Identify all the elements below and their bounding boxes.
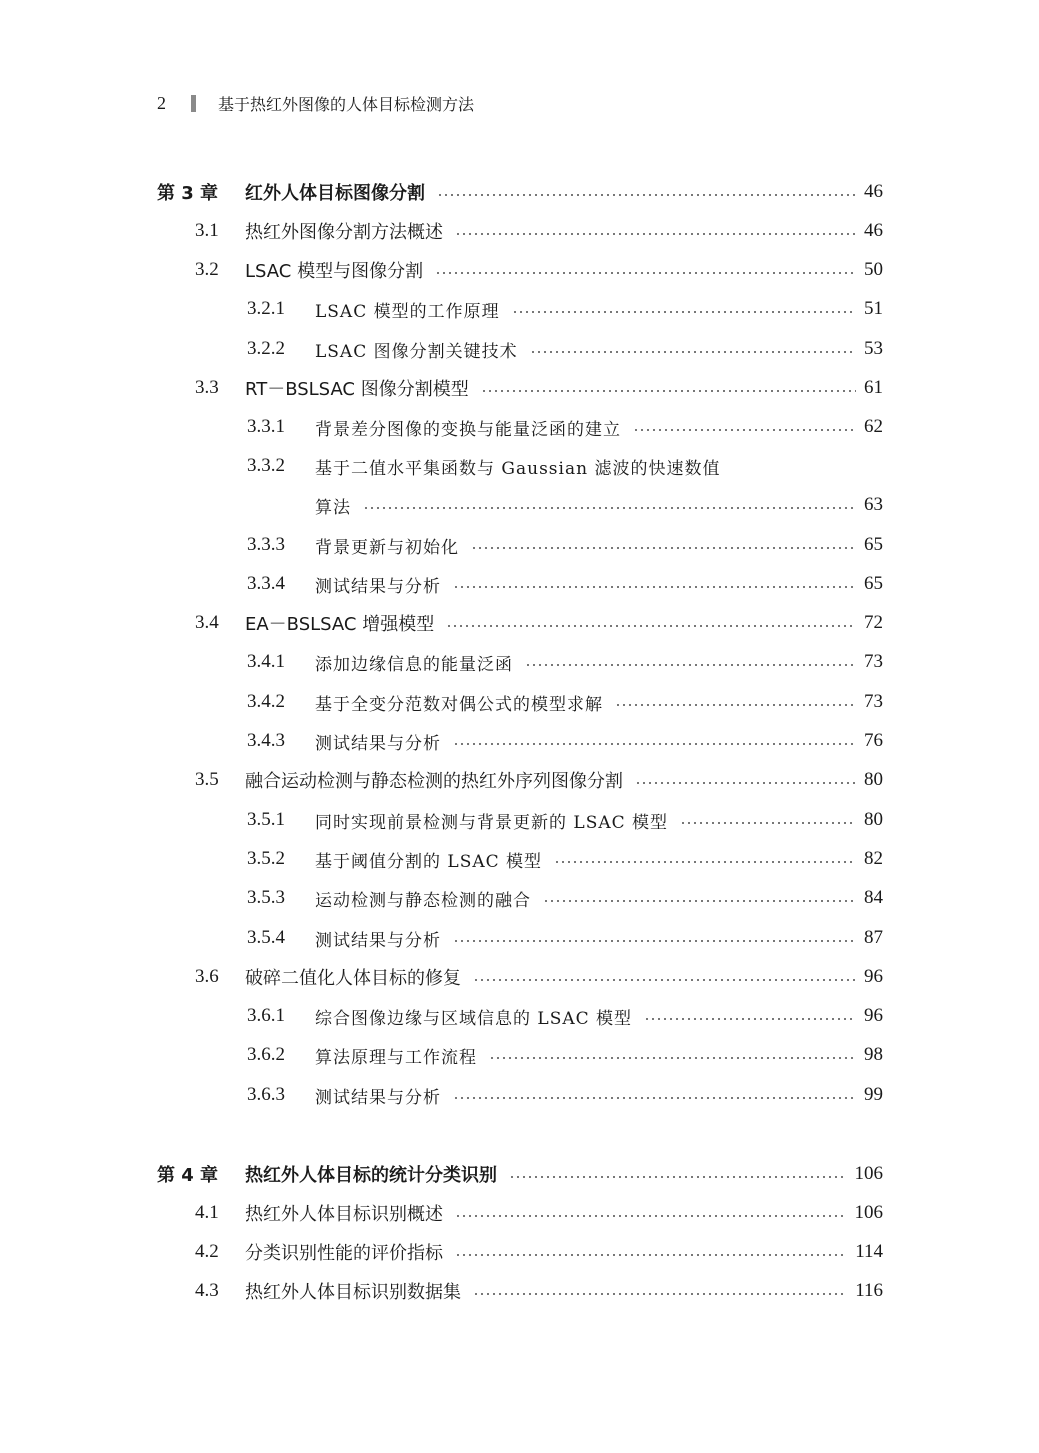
toc-entry-page-number: 80 [864,809,883,830]
toc-entry-page-number: 65 [864,534,883,555]
toc-subsection-entry[interactable] [157,724,883,758]
toc-entry-title: 融合运动检测与静态检测的热红外序列图像分割 [245,771,623,792]
toc-entry-title: 分类识别性能的评价指标 [245,1243,443,1264]
toc-entry-page-number: 98 [864,1044,883,1065]
toc-entry-title: 热红外人体目标的统计分类识别 [245,1165,497,1186]
toc-subsection-entry[interactable] [157,921,883,955]
toc-subsection-entry[interactable] [157,1038,883,1072]
dot-leader [530,351,856,353]
toc-entry-page-number: 65 [864,573,883,594]
toc-entry-number: 3.1 [195,220,219,241]
toc-entry-page-number: 96 [864,1005,883,1026]
toc-entry-page-number: 73 [864,651,883,672]
dot-leader [435,272,856,274]
toc-entry-page-number: 46 [864,220,883,241]
dot-leader [437,194,856,196]
dot-leader [512,311,856,313]
toc-entry-number: 3.2.1 [247,298,285,319]
toc-entry-title: 综合图像边缘与区域信息的 LSAC 模型 [315,1008,633,1029]
toc-entry-title: 基于阈值分割的 LSAC 模型 [315,851,543,872]
toc-entry-page-number: 76 [864,730,883,751]
toc-entry-title: 基于二值水平集函数与 Gaussian 滤波的快速数值 [315,458,721,479]
toc-entry-page-number: 73 [864,691,883,712]
dot-leader [453,940,856,942]
toc-subsection-entry[interactable] [157,1078,883,1112]
toc-entry-number: 3.5 [195,769,219,790]
toc-entry-number: 3.5.3 [247,887,285,908]
toc-entry-title: 背景差分图像的变换与能量泛函的建立 [315,419,621,440]
toc-entry-number: 4.2 [195,1241,219,1262]
toc-entry-number: 3.6.1 [247,1005,285,1026]
toc-entry-title: RT－BSLSAC 图像分割模型 [245,379,469,400]
page-number: 2 [157,92,166,113]
toc-section-entry[interactable] [157,763,883,797]
toc-entry-title: 热红外人体目标识别概述 [245,1204,443,1225]
toc-entry-title: 热红外人体目标识别数据集 [245,1282,461,1303]
dot-leader [635,782,856,784]
toc-entry-title: 运动检测与静态检测的融合 [315,890,531,911]
toc-entry-title: 添加边缘信息的能量泛函 [315,654,513,675]
toc-entry-title: 热红外图像分割方法概述 [245,222,443,243]
dot-leader [473,979,856,981]
toc-entry-number: 3.4.1 [247,651,285,672]
dot-leader [453,743,856,745]
book-title: 基于热红外图像的人体目标检测方法 [218,94,475,114]
toc-entry-page-number: 82 [864,848,883,869]
toc-entry-number: 3.2 [195,259,219,280]
toc-entry-number: 3.3.4 [247,573,285,594]
dot-leader [615,704,856,706]
toc-subsection-entry[interactable] [157,410,883,444]
toc-entry-page-number: 63 [864,494,883,515]
toc-entry-page-number: 50 [864,259,883,280]
toc-entry-page-number: 96 [864,966,883,987]
toc-entry-title: 破碎二值化人体目标的修复 [245,968,461,989]
toc-section-entry[interactable] [157,606,883,640]
toc-entry-title: EA－BSLSAC 增强模型 [245,614,435,635]
toc-entry-number: 3.3.2 [247,455,285,476]
toc-subsection-entry[interactable] [157,803,883,837]
toc-entry-page-number: 99 [864,1084,883,1105]
dot-leader [455,1254,847,1256]
toc-entry-number: 3.6 [195,966,219,987]
dot-leader [471,547,856,549]
toc-entry-page-number: 53 [864,338,883,359]
toc-entry-title: 测试结果与分析 [315,930,441,951]
toc-section-entry[interactable] [157,253,883,287]
toc-entry-title: 测试结果与分析 [315,1087,441,1108]
toc-entry-page-number: 87 [864,927,883,948]
toc-entry-number: 3.6.2 [247,1044,285,1065]
toc-entry-number: 第 3 章 [157,183,219,204]
toc-subsection-entry[interactable] [157,842,883,876]
toc-entry-number: 3.5.4 [247,927,285,948]
toc-section-entry[interactable] [157,1196,883,1230]
toc-section-entry[interactable] [157,1274,883,1308]
toc-section-entry[interactable] [157,960,883,994]
toc-entry-number: 3.2.2 [247,338,285,359]
toc-subsection-entry[interactable] [157,488,883,522]
dot-leader [481,390,856,392]
toc-section-entry[interactable] [157,1235,883,1269]
toc-entry-title: LSAC 模型与图像分割 [245,261,424,282]
toc-entry-page-number: 106 [854,1202,883,1223]
toc-entry-page-number: 106 [854,1163,883,1184]
toc-entry-title: LSAC 图像分割关键技术 [315,341,518,362]
toc-entry-number: 4.3 [195,1280,219,1301]
toc-entry-number: 3.3.3 [247,534,285,555]
toc-entry-number: 3.4.3 [247,730,285,751]
toc-entry-page-number: 46 [864,181,883,202]
toc-entry-page-number: 116 [855,1280,883,1301]
toc-entry-page-number: 61 [864,377,883,398]
toc-entry-page-number: 80 [864,769,883,790]
toc-subsection-entry[interactable] [157,999,883,1033]
toc-entry-number: 3.6.3 [247,1084,285,1105]
dot-leader [489,1057,856,1059]
dot-leader [453,586,856,588]
dot-leader [453,1097,856,1099]
toc-entry-title: 基于全变分范数对偶公式的模型求解 [315,694,603,715]
toc-entry-number: 3.4 [195,612,219,633]
toc-entry-number: 3.3 [195,377,219,398]
dot-leader [446,625,856,627]
toc-subsection-entry[interactable] [157,332,883,366]
toc-entry-title: 测试结果与分析 [315,733,441,754]
toc-subsection-entry[interactable] [157,292,883,326]
toc-subsection-entry[interactable] [157,685,883,719]
toc-section-entry[interactable] [157,214,883,248]
toc-chapter-entry[interactable] [157,175,883,209]
toc-subsection-entry[interactable] [157,567,883,601]
toc-entry-number: 3.3.1 [247,416,285,437]
toc-entry-title: 红外人体目标图像分割 [245,183,425,204]
toc-subsection-entry[interactable] [157,528,883,562]
toc-entry-title: 算法 [315,497,351,518]
toc-entry-page-number: 51 [864,298,883,319]
dot-leader [554,861,856,863]
toc-entry-page-number: 84 [864,887,883,908]
dot-leader [680,822,856,824]
dot-leader [633,429,856,431]
toc-entry-number: 3.5.2 [247,848,285,869]
toc-entry-number: 3.4.2 [247,691,285,712]
dot-leader [543,900,856,902]
toc-entry-title: 测试结果与分析 [315,576,441,597]
toc-entry-page-number: 62 [864,416,883,437]
page-header [157,88,474,118]
dot-leader [363,507,856,509]
dot-leader [644,1018,856,1020]
dot-leader [525,664,856,666]
toc-chapter-entry[interactable] [157,1157,883,1191]
dot-leader [473,1293,847,1295]
header-divider-bar [191,95,196,112]
toc-entry-title: LSAC 模型的工作原理 [315,301,500,322]
toc-entry-number: 3.5.1 [247,809,285,830]
toc-subsection-entry[interactable] [157,881,883,915]
dot-leader [509,1176,847,1178]
toc-subsection-entry[interactable] [157,645,883,679]
toc-entry-number: 第 4 章 [157,1165,219,1186]
toc-entry-title: 同时实现前景检测与背景更新的 LSAC 模型 [315,812,669,833]
dot-leader [455,233,856,235]
toc-subsection-entry[interactable] [157,449,883,483]
toc-entry-title: 算法原理与工作流程 [315,1047,477,1068]
toc-entry-page-number: 72 [864,612,883,633]
toc-entry-title: 背景更新与初始化 [315,537,459,558]
toc-entry-number: 4.1 [195,1202,219,1223]
toc-section-entry[interactable] [157,371,883,405]
toc-entry-page-number: 114 [855,1241,883,1262]
dot-leader [455,1215,847,1217]
